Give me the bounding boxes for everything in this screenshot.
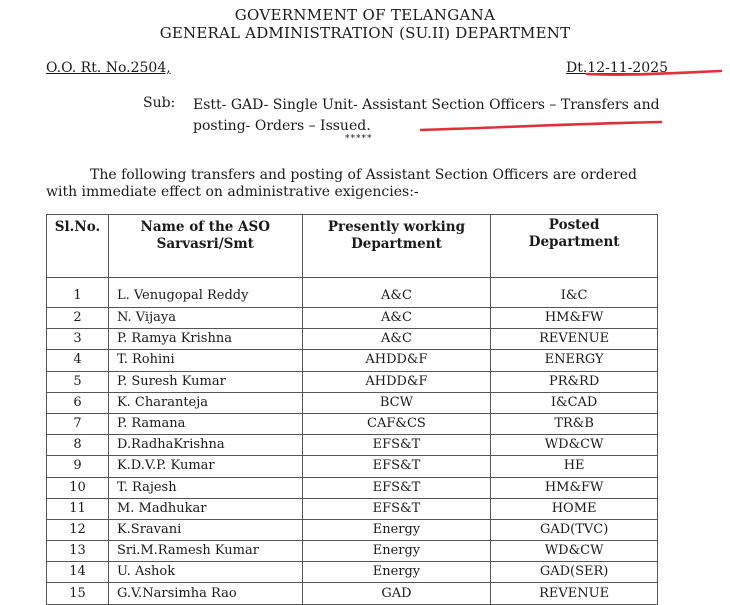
department-title: GENERAL ADMINISTRATION (SU.II) DEPARTMENT <box>159 24 571 42</box>
cell-posted-dept: GAD(TVC) <box>491 519 658 540</box>
order-date: Dt.12-11-2025 <box>566 60 669 76</box>
cell-posted-dept: HM&FW <box>491 308 658 329</box>
cell-name: T. Rajesh <box>108 477 302 498</box>
cell-present-dept: A&C <box>302 278 491 308</box>
cell-posted-dept: I&C <box>491 278 658 308</box>
cell-present-dept: Energy <box>302 562 491 583</box>
cell-sl-no: 5 <box>47 371 109 392</box>
table-row <box>47 435 658 456</box>
subject-stars: ***** <box>345 134 373 144</box>
government-title: GOVERNMENT OF TELANGANA <box>234 6 496 24</box>
table-row <box>47 413 658 434</box>
header-name <box>108 215 302 278</box>
cell-sl-no: 11 <box>47 498 109 519</box>
subject-text: Estt- GAD- Single Unit- Assistant Section Officers – Transfers and posting- Orders – Issued. <box>193 97 660 134</box>
cell-present-dept: EFS&T <box>302 435 491 456</box>
subject-label: Sub: <box>143 95 176 111</box>
cell-sl-no: 10 <box>47 477 109 498</box>
cell-name: D.RadhaKrishna <box>108 435 302 456</box>
table-row <box>47 308 658 329</box>
cell-present-dept: AHDD&F <box>302 350 491 371</box>
transfers-table <box>46 214 658 605</box>
cell-sl-no: 12 <box>47 519 109 540</box>
cell-name: Sri.M.Ramesh Kumar <box>108 541 302 562</box>
table-row <box>47 371 658 392</box>
cell-sl-no: 2 <box>47 308 109 329</box>
cell-sl-no: 9 <box>47 456 109 477</box>
cell-sl-no: 15 <box>47 583 109 604</box>
table-row <box>47 519 658 540</box>
cell-name: G.V.Narsimha Rao <box>108 583 302 604</box>
intro-line-1: The following transfers and posting of Assistant Section Officers are ordered <box>90 167 637 183</box>
cell-sl-no: 3 <box>47 329 109 350</box>
table-row <box>47 392 658 413</box>
cell-present-dept: EFS&T <box>302 498 491 519</box>
header-sl-no <box>47 215 109 278</box>
header-posted-line2: Department <box>528 234 620 250</box>
cell-present-dept: A&C <box>302 329 491 350</box>
table-row <box>47 583 658 604</box>
cell-name: P. Ramana <box>108 413 302 434</box>
cell-present-dept: GAD <box>302 583 491 604</box>
table-row <box>47 350 658 371</box>
cell-name: K.Sravani <box>108 519 302 540</box>
header-present-line2: Department <box>351 236 442 252</box>
cell-posted-dept: WD&CW <box>491 435 658 456</box>
cell-name: P. Suresh Kumar <box>108 371 302 392</box>
table-row <box>47 477 658 498</box>
cell-present-dept: A&C <box>302 308 491 329</box>
cell-posted-dept: ENERGY <box>491 350 658 371</box>
cell-name: N. Vijaya <box>108 308 302 329</box>
cell-present-dept: EFS&T <box>302 477 491 498</box>
cell-posted-dept: GAD(SER) <box>491 562 658 583</box>
cell-name: P. Ramya Krishna <box>108 329 302 350</box>
cell-name: M. Madhukar <box>108 498 302 519</box>
header-posted-line1: Posted <box>548 217 600 233</box>
cell-present-dept: Energy <box>302 519 491 540</box>
table-row <box>47 498 658 519</box>
cell-sl-no: 1 <box>47 278 109 308</box>
cell-posted-dept: WD&CW <box>491 541 658 562</box>
cell-sl-no: 4 <box>47 350 109 371</box>
intro-paragraph <box>46 167 666 201</box>
cell-present-dept: CAF&CS <box>302 413 491 434</box>
cell-name: U. Ashok <box>108 562 302 583</box>
table-header-row <box>47 215 658 278</box>
cell-sl-no: 13 <box>47 541 109 562</box>
table-row <box>47 562 658 583</box>
cell-posted-dept: HOME <box>491 498 658 519</box>
header-name-line1: Name of the ASO <box>140 219 271 235</box>
header-posted-dept <box>491 215 658 278</box>
cell-present-dept: BCW <box>302 392 491 413</box>
cell-name: T. Rohini <box>108 350 302 371</box>
cell-posted-dept: PR&RD <box>491 371 658 392</box>
cell-posted-dept: REVENUE <box>491 583 658 604</box>
cell-sl-no: 6 <box>47 392 109 413</box>
intro-line-2: with immediate effect on administrative exigencies:- <box>46 184 419 200</box>
cell-posted-dept: HM&FW <box>491 477 658 498</box>
cell-sl-no: 8 <box>47 435 109 456</box>
cell-sl-no: 7 <box>47 413 109 434</box>
header-sl-no-label: Sl.No. <box>54 219 101 235</box>
cell-present-dept: EFS&T <box>302 456 491 477</box>
table-body <box>47 278 658 605</box>
header-present-line1: Presently working <box>327 219 466 235</box>
cell-name: L. Venugopal Reddy <box>108 278 302 308</box>
table-row <box>47 456 658 477</box>
cell-present-dept: AHDD&F <box>302 371 491 392</box>
table-row <box>47 329 658 350</box>
cell-posted-dept: TR&B <box>491 413 658 434</box>
cell-posted-dept: I&CAD <box>491 392 658 413</box>
cell-present-dept: Energy <box>302 541 491 562</box>
cell-sl-no: 14 <box>47 562 109 583</box>
table-row <box>47 541 658 562</box>
header-name-line2: Sarvasri/Smt <box>156 236 254 252</box>
cell-name: K.D.V.P. Kumar <box>108 456 302 477</box>
cell-name: K. Charanteja <box>108 392 302 413</box>
table-row <box>47 278 658 308</box>
order-number: O.O. Rt. No.2504, <box>46 60 171 76</box>
cell-posted-dept: REVENUE <box>491 329 658 350</box>
cell-posted-dept: HE <box>491 456 658 477</box>
header-present-dept <box>302 215 491 278</box>
